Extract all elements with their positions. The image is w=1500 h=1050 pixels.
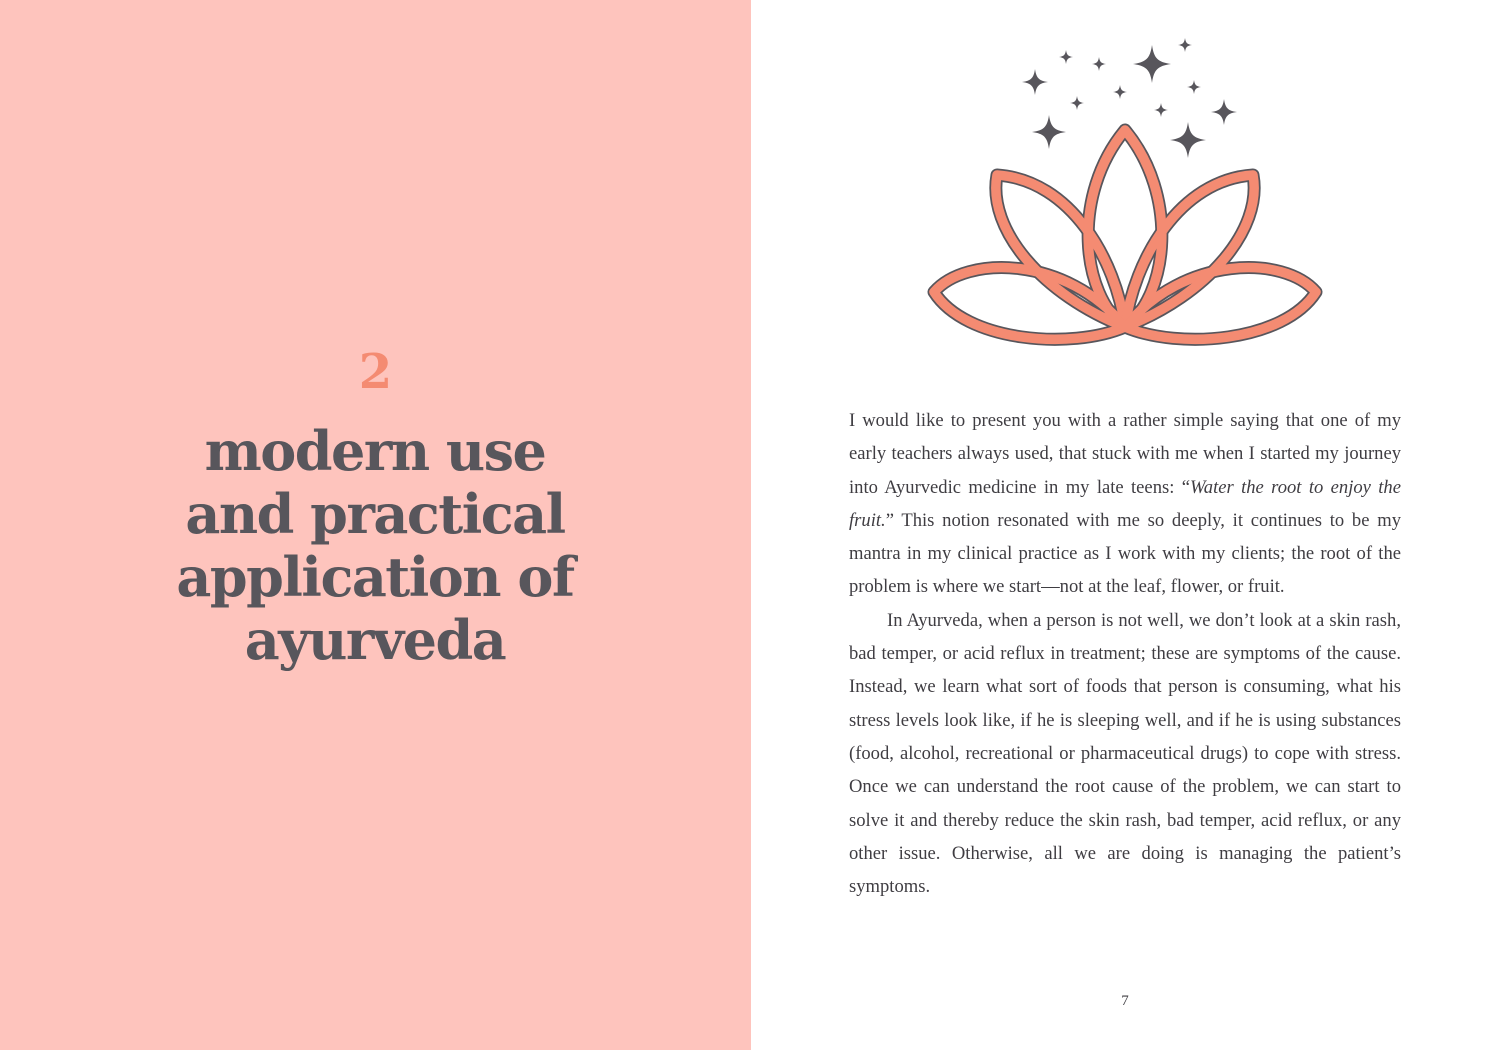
- paragraph-text: ” This notion resonated with me so deeply, it continues to be my mantra in my clinical practice as I work with my clients; the root of the problem is where we start—not at the leaf, flower, or fruit.: [849, 509, 1401, 598]
- chapter-title: [150, 420, 600, 672]
- lotus-icon: [934, 130, 1316, 339]
- lotus-illustration: [921, 30, 1341, 360]
- chapter-title-line: and practical: [185, 482, 565, 546]
- paragraph-text: I would like to present you with a rather simple saying that one of my early teachers always used, that stuck with me when I started my journey into Ayurvedic medicine in my late teens: “: [849, 410, 1401, 498]
- quote-text: Water the root to enjoy the fruit.: [849, 476, 1401, 531]
- chapter-title-line: application of: [176, 545, 574, 609]
- chapter-title-line: ayurveda: [244, 608, 506, 672]
- paragraph: In Ayurveda, when a person is not well, we don’t look at a skin rash, bad temper, or acid reflux in treatment; these are symptoms of the cause. Instead, we learn what sort of foods that person is consuming, what his stress levels look like, if he is sleeping well, and if he is using substances (food, alcohol, recreational or pharmaceutical drugs) to cope with stress. Once we can understand the root cause of the problem, we can start to solve it and thereby reduce the skin rash, bad temper, acid reflux, or any other issue. Otherwise, all we are doing is managing the patient’s symptoms.: [849, 609, 1401, 898]
- body-text: [849, 404, 1401, 903]
- paragraph: [849, 404, 1401, 604]
- right-page: [751, 0, 1500, 1050]
- chapter-title-line: modern use: [204, 419, 546, 483]
- chapter-number: 2: [358, 344, 393, 400]
- page-number: 7: [1121, 993, 1129, 1009]
